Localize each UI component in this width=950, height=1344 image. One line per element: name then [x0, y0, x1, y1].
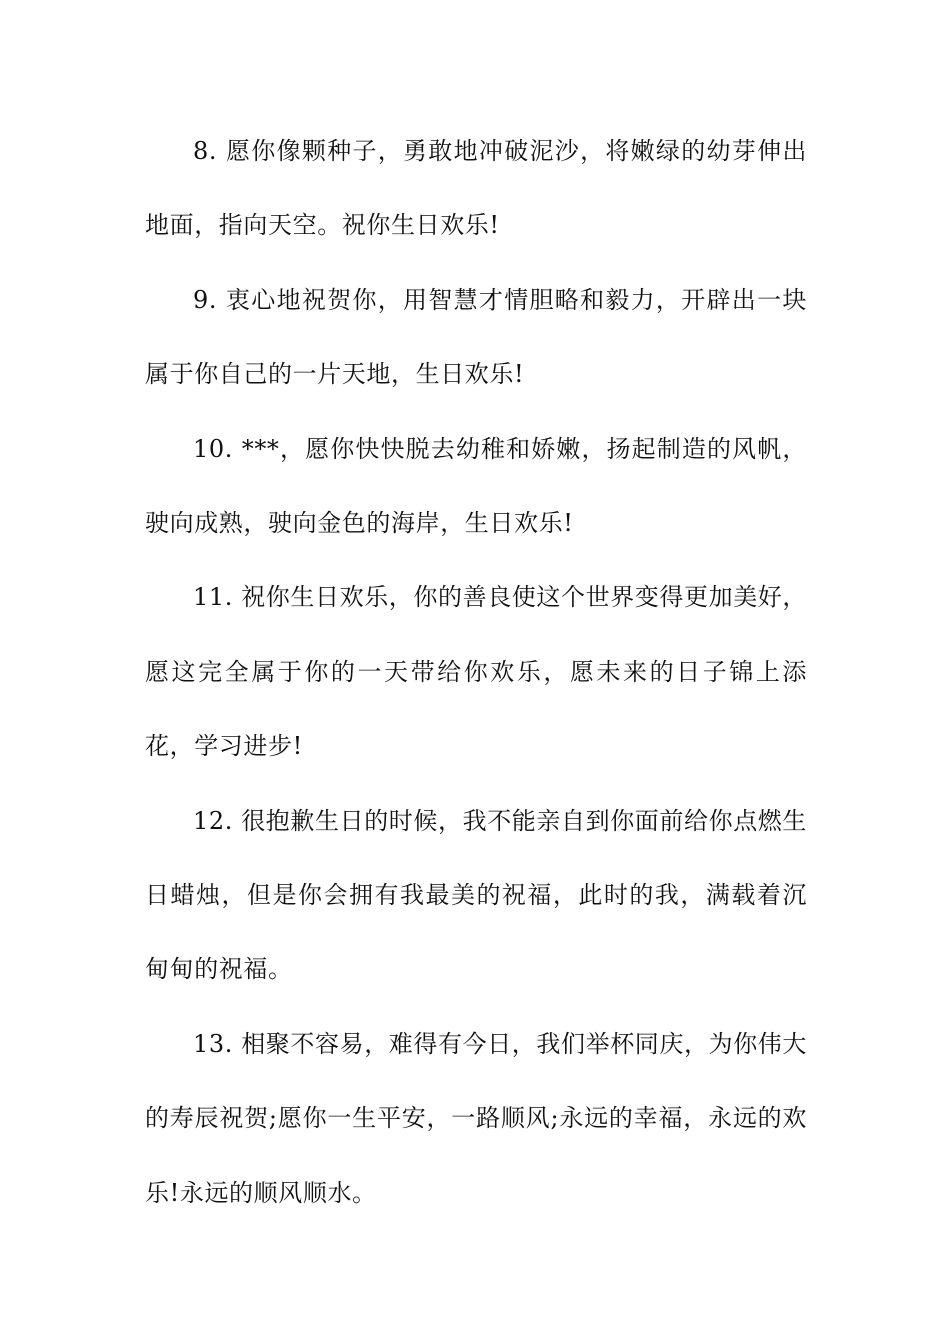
paragraph-9: 9. 衷心地祝贺你，用智慧才情胆略和毅力，开辟出一块属于你自己的一片天地，生日欢乐!: [145, 285, 807, 389]
paragraph-13: 13. 相聚不容易，难得有今日，我们举杯同庆，为你伟大的寿辰祝贺;愿你一生平安，一路顺风;永远的幸福，永远的欢乐!永远的顺风顺水。: [145, 1029, 807, 1207]
document-page: [145, 114, 807, 1230]
paragraph-10: 10. ***，愿你快快脱去幼稚和娇嫩，扬起制造的风帆，驶向成熟，驶向金色的海岸，生日欢乐!: [145, 434, 807, 538]
paragraph-11: 11. 祝你生日欢乐，你的善良使这个世界变得更加美好，愿这完全属于你的一天带给你欢乐，愿未来的日子锦上添花，学习进步!: [145, 583, 807, 761]
paragraph-12: 12. 很抱歉生日的时候，我不能亲自到你面前给你点燃生日蜡烛，但是你会拥有我最美的祝福，此时的我，满载着沉甸甸的祝福。: [145, 806, 807, 984]
paragraph-8: 8. 愿你像颗种子，勇敢地冲破泥沙，将嫩绿的幼芽伸出地面，指向天空。祝你生日欢乐!: [145, 137, 807, 240]
